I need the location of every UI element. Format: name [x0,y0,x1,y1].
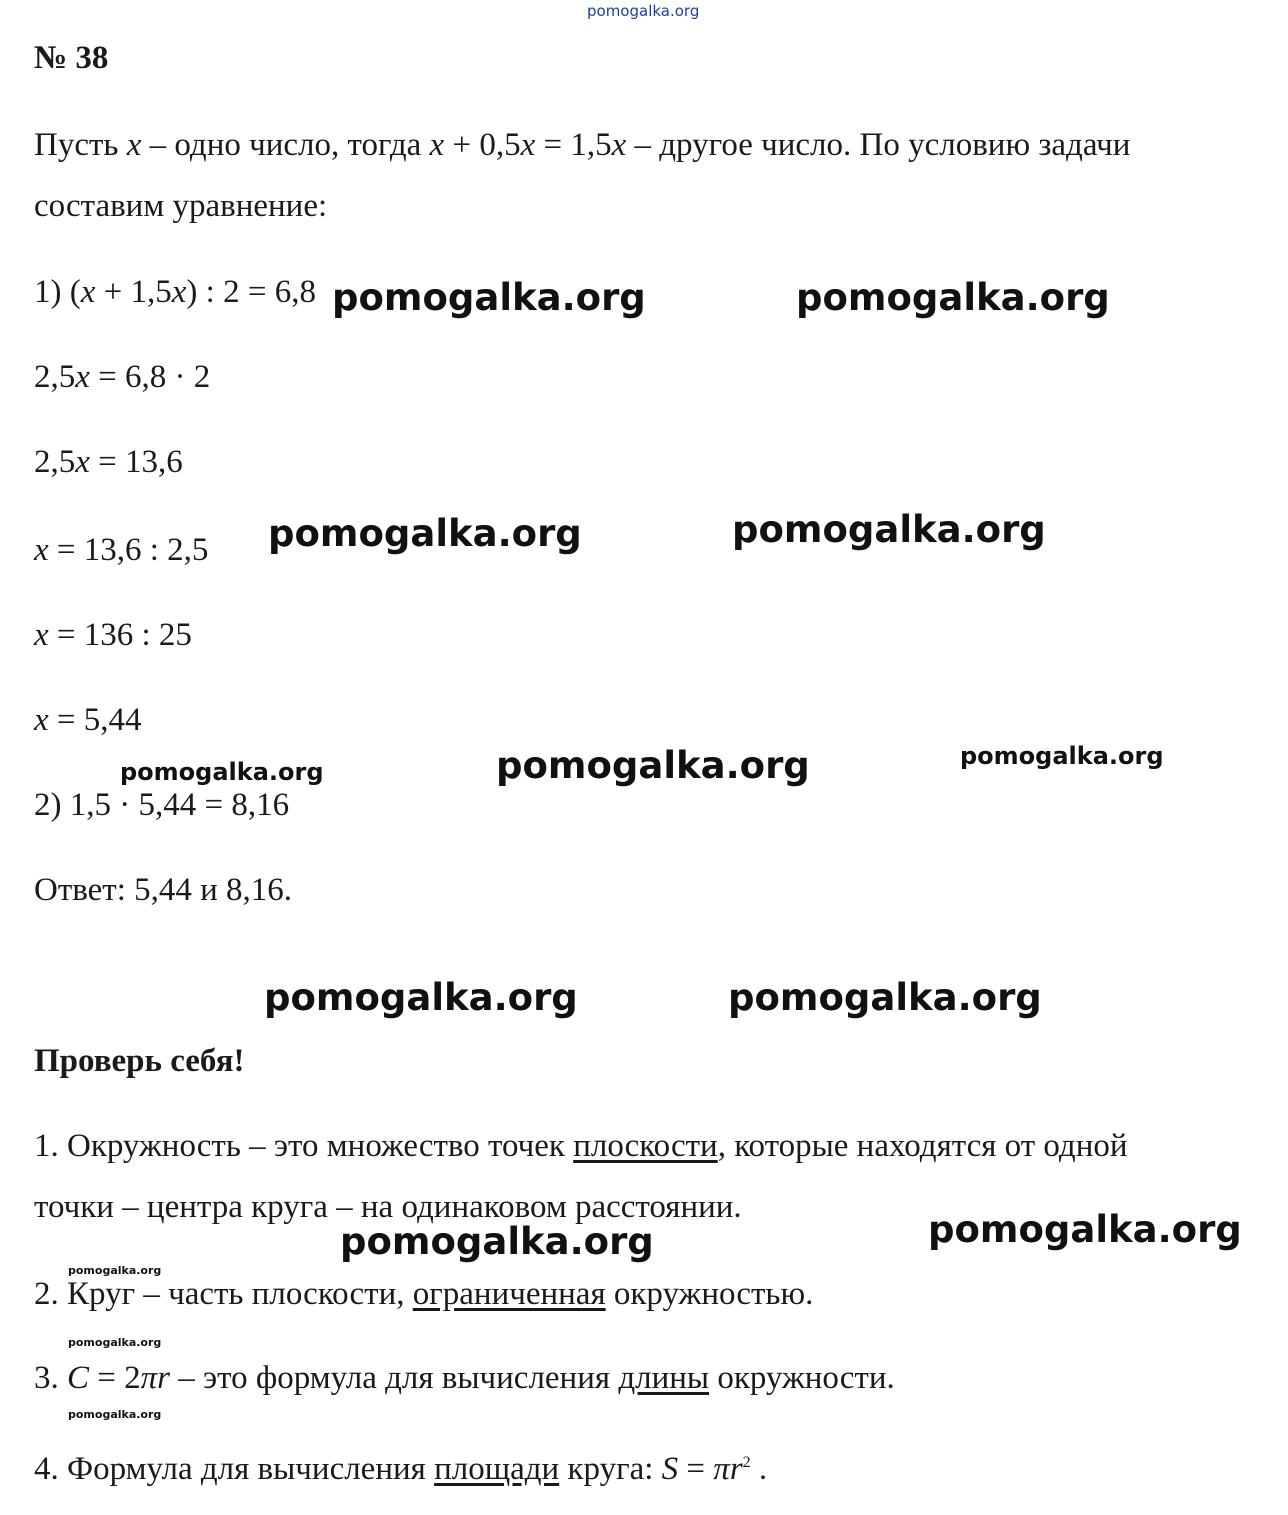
solution-step-2: 2) 1,5 · 5,44 = 8,16 [34,787,290,823]
problem-intro-line-2: составим уравнение: [34,188,328,224]
answer-line: Ответ: 5,44 и 8,16. [34,872,293,908]
watermark-text: pomogalka.org [732,508,1046,551]
self-check-item-3: 3. C = 2πr – это формула для вычисления длины окружности. [34,1360,895,1396]
equation-line: 2,5x = 6,8 · 2 [34,359,211,395]
watermark-text: pomogalka.org [728,976,1042,1019]
solution-step-1: 1) (x + 1,5x) : 2 = 6,8 [34,274,316,310]
self-check-item-4: 4. Формула для вычисления площади круга: $S = \pi r^2$ . [34,1451,768,1487]
self-check-title: Проверь себя! [34,1043,245,1079]
problem-intro-line-1: Пусть x – одно число, тогда x + 0,5x = 1,5x – другое число. По условию задачи [34,127,1131,163]
problem-number: № 38 [34,40,109,76]
watermark-text: pomogalka.org [120,758,324,786]
watermark-text: pomogalka.org [264,976,578,1019]
self-check-item-2: 2. Круг – часть плоскости, ограниченная окружностью. [34,1276,814,1312]
self-check-item-1-line-2: точки – центра круга – на одинаковом расстоянии. [34,1189,742,1225]
watermark-text: pomogalka.org [960,742,1164,770]
self-check-item-1: 1. Окружность – это множество точек плоскости, которые находятся от одной [34,1128,1128,1164]
equation-line: x = 136 : 25 [34,617,192,653]
watermark-text: pomogalka.org [928,1208,1242,1251]
watermark-text: pomogalka.org [796,276,1110,319]
equation-line: 2,5x = 13,6 [34,444,183,480]
watermark-text: pomogalka.org [268,512,582,555]
site-header-label[interactable]: pomogalka.org [587,2,700,20]
equation-line: x = 13,6 : 2,5 [34,532,209,568]
watermark-text: pomogalka.org [340,1220,654,1263]
watermark-text: pomogalka.org [68,1336,162,1349]
watermark-text: pomogalka.org [332,276,646,319]
watermark-text: pomogalka.org [496,744,810,787]
equation-line: x = 5,44 [34,702,142,738]
watermark-text: pomogalka.org [68,1264,162,1277]
watermark-text: pomogalka.org [68,1408,162,1421]
